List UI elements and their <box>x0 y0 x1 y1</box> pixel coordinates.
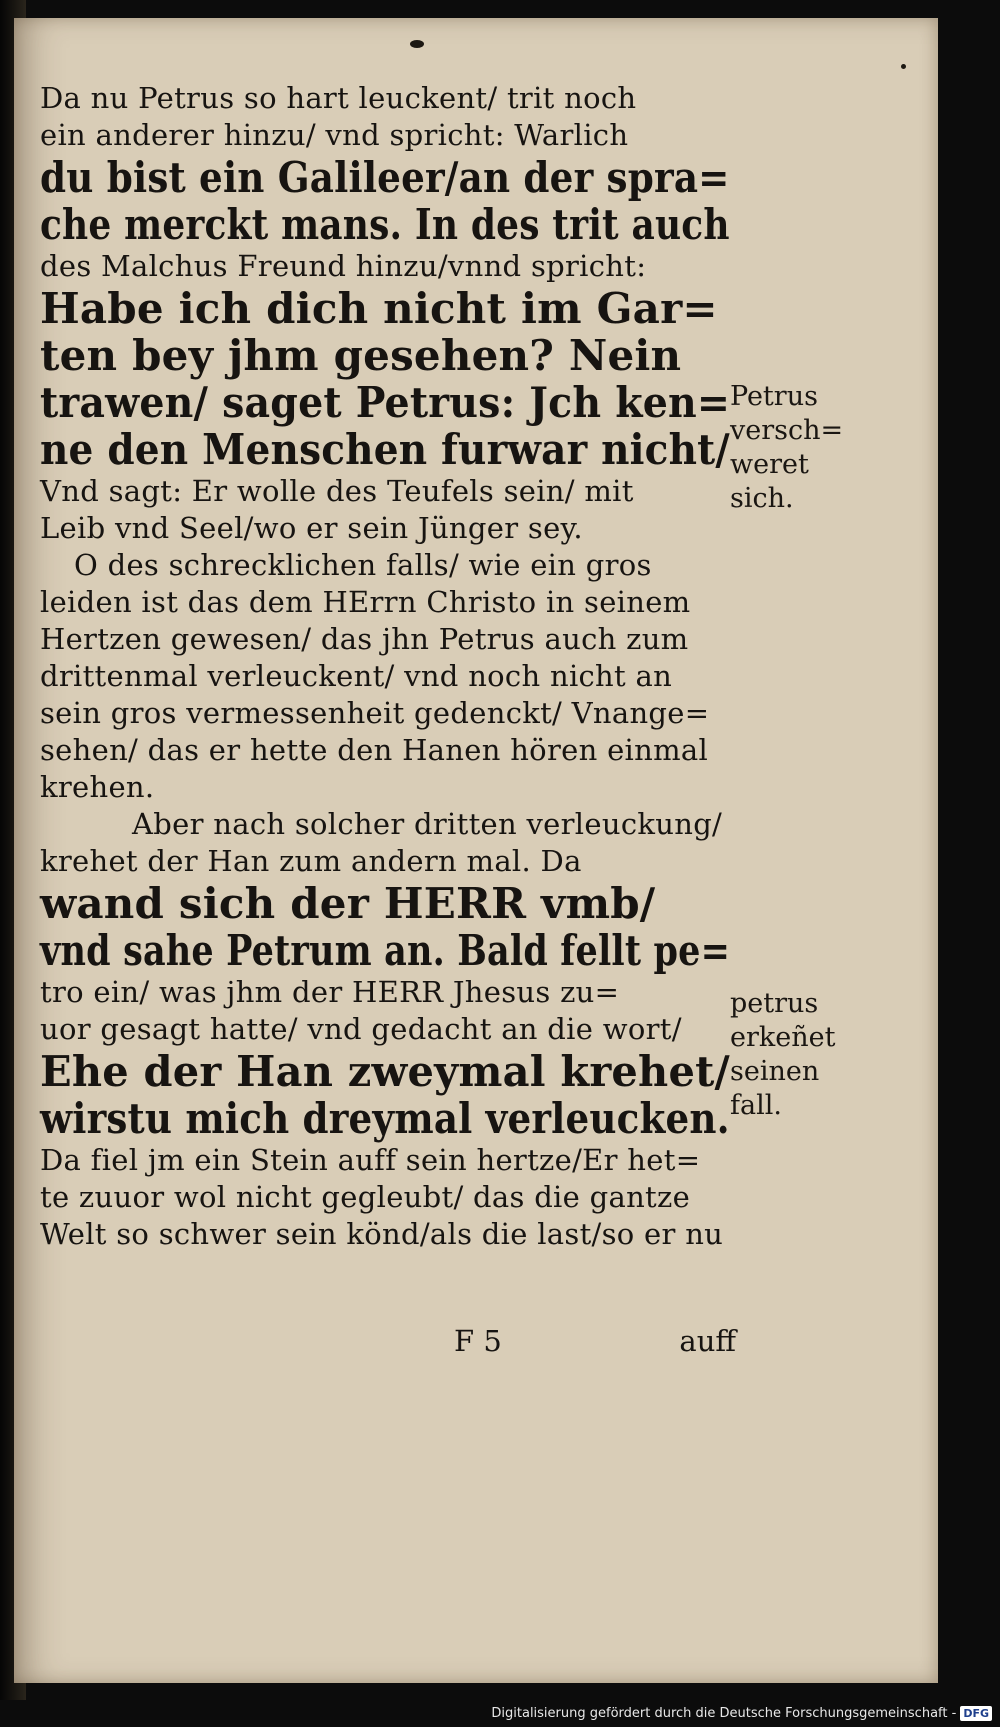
margin-note-petrus-erkennet <box>730 987 835 1123</box>
text-line: vnd sahe Petrum an. Bald fellt pe= <box>40 926 731 975</box>
margin-note-line: fall. <box>730 1090 782 1121</box>
text-line: uor gesagt hatte/ vnd gedacht an die wort/ <box>40 1012 682 1046</box>
text-line: krehet der Han zum andern mal. Da <box>40 844 582 878</box>
text-line: du bist ein Galileer/an der spra= <box>40 153 730 202</box>
margin-note-line: Petrus <box>730 381 818 412</box>
text-line: Welt so schwer sein könd/als die last/so er nu <box>40 1217 724 1251</box>
text-line: te zuuor wol nicht gegleubt/ das die gantze <box>40 1180 691 1214</box>
dfg-logo-icon: DFG <box>960 1706 992 1721</box>
text-line: sehen/ das er hette den Hanen hören einmal <box>40 733 709 767</box>
text-line: ten bey jhm gesehen? Nein <box>40 331 682 380</box>
text-line: krehen. <box>40 770 155 804</box>
credit-text: Digitalisierung gefördert durch die Deutsche Forschungsgemeinschaft - <box>491 1706 957 1721</box>
main-text-block <box>40 80 736 1358</box>
text-line: Da nu Petrus so hart leuckent/ trit noch <box>40 81 637 115</box>
text-line: sein gros vermessenheit gedenckt/ Vnange= <box>40 696 710 730</box>
signature-line <box>40 1323 736 1360</box>
book-page <box>14 18 938 1683</box>
text-line: tro ein/ was jhm der HERR Jhesus zu= <box>40 975 620 1009</box>
text-line: che merckt mans. In des trit auch <box>40 200 730 249</box>
text-line: leiden ist das dem HErrn Christo in seinem <box>40 585 691 619</box>
margin-note-line: seinen <box>730 1056 820 1087</box>
margin-note-line: weret <box>730 449 809 480</box>
text-line: des Malchus Freund hinzu/vnnd spricht: <box>40 249 647 283</box>
signature-mark: F 5 <box>454 1324 502 1358</box>
text-line: Aber nach solcher dritten verleuckung/ <box>132 807 723 841</box>
text-line: Hertzen gewesen/ das jhn Petrus auch zum <box>40 622 689 656</box>
digitization-credit <box>491 1706 992 1721</box>
text-line: trawen/ saget Petrus: Jch ken= <box>40 378 731 427</box>
text-line: O des schrecklichen falls/ wie ein gros <box>74 548 652 582</box>
margin-note-line: sich. <box>730 483 794 514</box>
margin-note-petrus-verschweret <box>730 380 843 516</box>
ink-speck <box>410 40 424 48</box>
margin-note-line: petrus <box>730 988 819 1019</box>
text-line: drittenmal verleuckent/ vnd noch nicht an <box>40 659 673 693</box>
text-line: Da fiel jm ein Stein auff sein hertze/Er het= <box>40 1143 701 1177</box>
text-line: ein anderer hinzu/ vnd spricht: Warlich <box>40 118 629 152</box>
text-line: Leib vnd Seel/wo er sein Jünger sey. <box>40 511 583 545</box>
text-line: Habe ich dich nicht im Gar= <box>40 284 718 333</box>
text-line: wirstu mich dreymal verleucken. <box>40 1094 730 1143</box>
text-line: Ehe der Han zweymal krehet/ <box>40 1047 730 1096</box>
margin-note-line: erkeñet <box>730 1022 836 1053</box>
text-line: ne den Menschen furwar nicht/ <box>40 425 730 474</box>
text-line: wand sich der HERR vmb/ <box>40 879 656 928</box>
catchword: auff <box>679 1324 736 1358</box>
text-line: Vnd sagt: Er wolle des Teufels sein/ mit <box>40 474 634 508</box>
margin-note-line: versch= <box>730 415 844 446</box>
ink-speck <box>901 64 906 69</box>
